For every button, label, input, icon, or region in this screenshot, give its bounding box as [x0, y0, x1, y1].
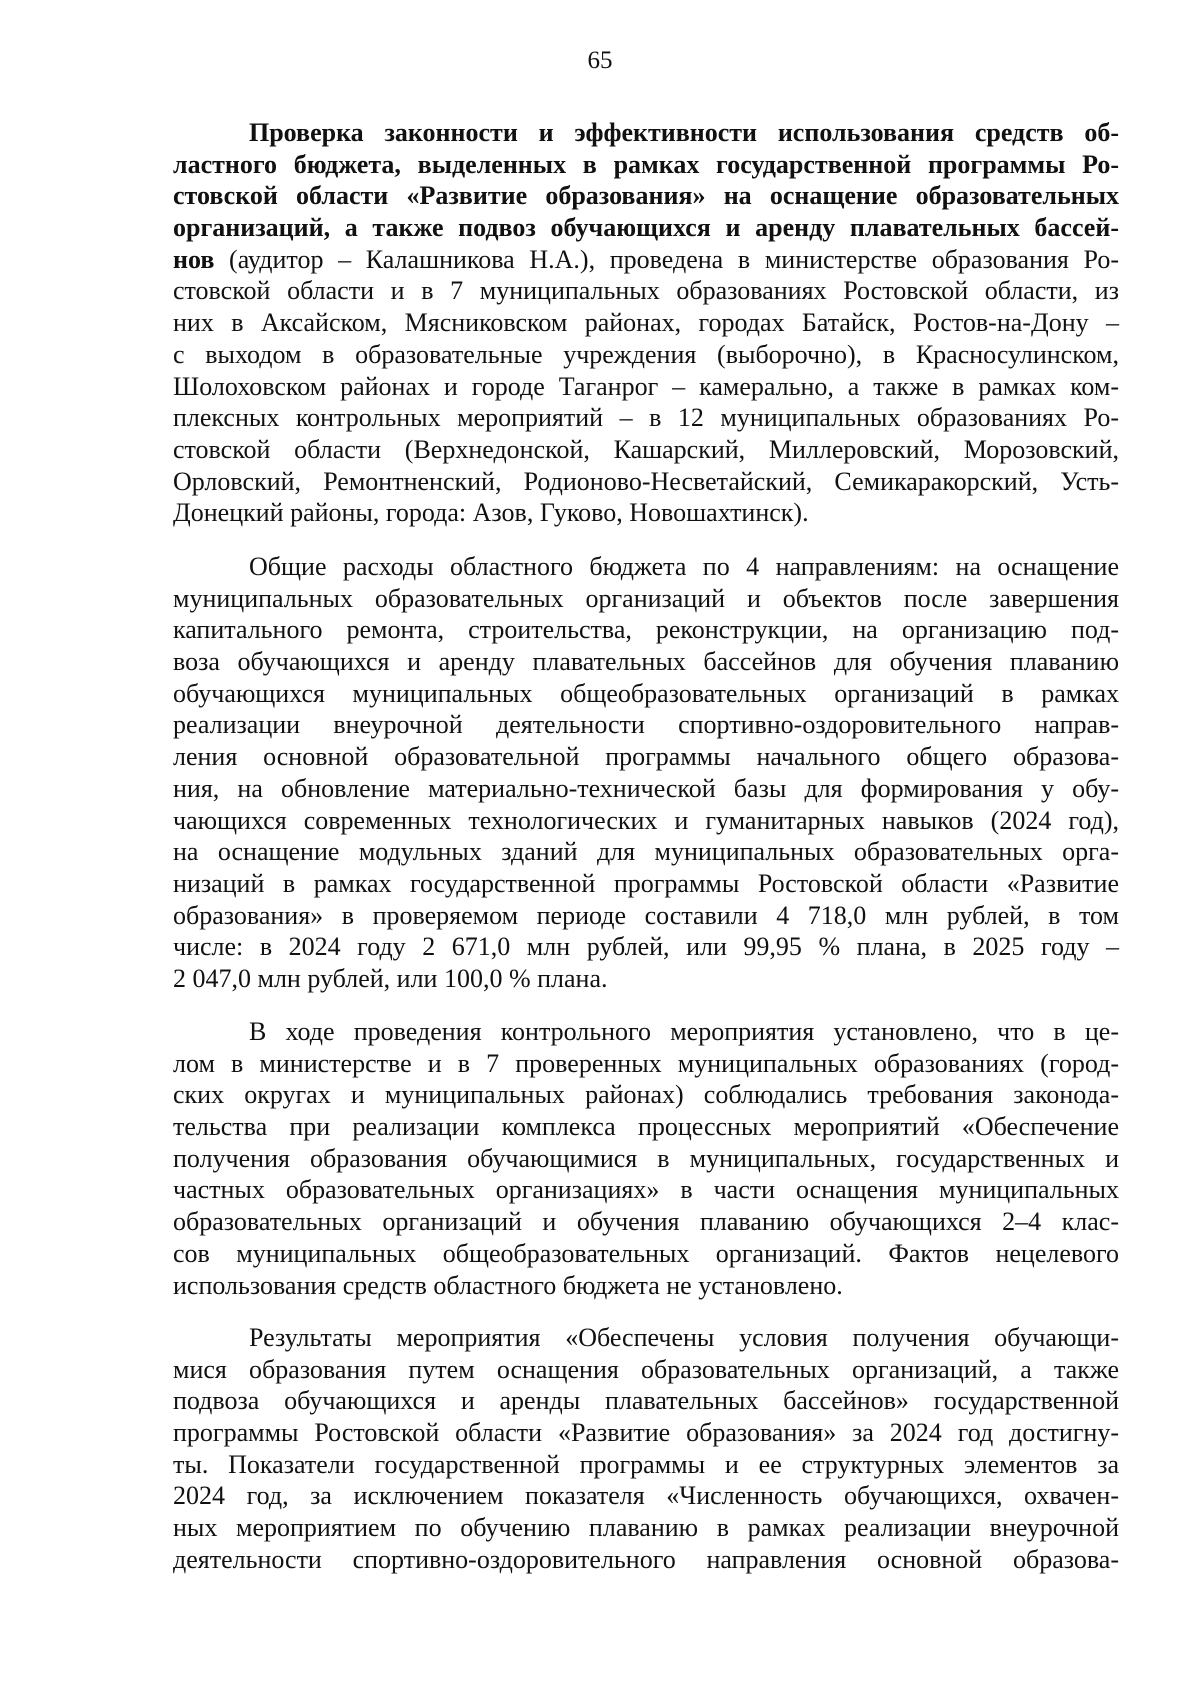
bold-text: Проверка законности и эффективности использования средств об- [249, 118, 1119, 147]
paragraph-line: образования» в проверяемом периоде составили 4 718,0 млн рублей, в том [173, 900, 1119, 930]
paragraph-line [173, 149, 1119, 181]
paragraph-line: 2 047,0 млн рублей, или 100,0 % плана. [173, 963, 608, 993]
paragraph-line [173, 339, 1119, 371]
regular-text: с выходом в образовательные учреждения (выборочно), в Красносулинском, [173, 339, 1119, 369]
paragraph-line: ты. Показатели государственной программы и ее структурных элементов за [173, 1449, 1119, 1479]
paragraph-line: программы Ростовской области «Развитие образования» за 2024 год достигну- [173, 1418, 1119, 1448]
paragraph-line: на оснащение модульных зданий для муниципальных образовательных орга- [173, 837, 1119, 867]
paragraph-line [173, 402, 1119, 434]
paragraph-line: сов муниципальных общеобразовательных организаций. Фактов нецелевого [173, 1238, 1119, 1268]
paragraph-line: ления основной образовательной программы начального общего образова- [173, 742, 1119, 772]
paragraph-line: реализации внеурочной деятельности спортивно-оздоровительного направ- [173, 710, 1119, 740]
paragraph-line [173, 307, 1119, 339]
paragraph-line: капитального ремонта, строительства, реконструкции, на организацию под- [173, 615, 1119, 645]
paragraph-line: ных мероприятием по обучению плаванию в рамках реализации внеурочной [173, 1513, 1119, 1543]
regular-text: них в Аксайском, Мясниковском районах, городах Батайск, Ростов-на-Дону – [173, 308, 1119, 338]
bold-text: нов [173, 244, 215, 274]
paragraph-line: чающихся современных технологических и гуманитарных навыков (2024 год), [173, 805, 1119, 835]
paragraph-line: использования средств областного бюджета не установлено. [173, 1270, 843, 1300]
page-number: 65 [587, 47, 613, 74]
regular-text: Донецкий районы, города: Азов, Гуково, Новошахтинск). [173, 498, 809, 528]
regular-text: плексных контрольных мероприятий – в 12 муниципальных образованиях Ро- [173, 403, 1119, 433]
bold-text: организаций, а также подвоз обучающихся и аренду плавательных бассей- [173, 213, 1119, 243]
bold-text: ластного бюджета, выделенных в рамках государственной программы Ро- [173, 149, 1119, 179]
regular-text: Шолоховском районах и городе Таганрог – камерально, а также в рамках ком- [173, 371, 1119, 401]
paragraph-line: лом в министерстве и в 7 проверенных муниципальных образованиях (город- [173, 1048, 1119, 1078]
paragraph-line: получения образования обучающимися в муниципальных, государственных и [173, 1143, 1119, 1173]
paragraph-line [173, 434, 1119, 466]
paragraph-line: подвоза обучающихся и аренды плавательных бассейнов» государственной [173, 1386, 1119, 1416]
paragraph-line: воза обучающихся и аренду плавательных бассейнов для обучения плаванию [173, 647, 1119, 677]
regular-text: стовской области и в 7 муниципальных образованиях Ростовской области, из [173, 276, 1119, 306]
paragraph-line: обучающихся муниципальных общеобразовательных организаций в рамках [173, 678, 1119, 708]
paragraph-line: 2024 год, за исключением показателя «Численность обучающихся, охвачен- [173, 1481, 1119, 1511]
paragraph-line [173, 275, 1119, 307]
paragraph-line: числе: в 2024 году 2 671,0 млн рублей, или 99,95 % плана, в 2025 году – [173, 932, 1119, 962]
paragraph-line: образовательных организаций и обучения плаванию обучающихся 2–4 клас- [173, 1207, 1119, 1237]
paragraph-line: деятельности спортивно-оздоровительного направления основной образова- [173, 1544, 1119, 1574]
regular-text: Орловский, Ремонтненский, Родионово-Несветайский, Семикаракорский, Усть- [173, 466, 1119, 496]
paragraph-line: В ходе проведения контрольного мероприятия установлено, что в це- [249, 1017, 1119, 1046]
paragraph-line: ния, на обновление материально-технической базы для формирования у обу- [173, 773, 1119, 803]
paragraph-line [173, 371, 1119, 403]
regular-text: (аудитор – Калашникова Н.А.), проведена в министерстве образования Ро- [214, 244, 1119, 274]
regular-text: стовской области (Верхнедонской, Кашарский, Миллеровский, Морозовский, [173, 434, 1119, 464]
paragraph-audit-findings [173, 1016, 1119, 1301]
bold-text: стовской области «Развитие образования» на оснащение образовательных [173, 181, 1119, 211]
paragraph-line: ских округах и муниципальных районах) соблюдались требования законода- [173, 1080, 1119, 1110]
paragraph-results [173, 1322, 1119, 1576]
paragraph-line [173, 212, 1119, 244]
paragraph-line [173, 180, 1119, 212]
paragraph-line [173, 466, 1119, 498]
paragraph-line: Результаты мероприятия «Обеспечены условия получения обучающи- [249, 1323, 1119, 1352]
paragraph-line: частных образовательных организациях» в части оснащения муниципальных [173, 1175, 1119, 1205]
paragraph-audit-summary [173, 117, 1119, 529]
paragraph-line [173, 117, 1119, 149]
paragraph-line: низаций в рамках государственной программы Ростовской области «Развитие [173, 868, 1119, 898]
paragraph-line [173, 244, 1119, 276]
paragraph-line: Общие расходы областного бюджета по 4 направлениям: на оснащение [249, 552, 1119, 581]
paragraph-line: тельства при реализации комплекса процессных мероприятий «Обеспечение [173, 1112, 1119, 1142]
paragraph-line [173, 497, 1119, 529]
paragraph-line: муниципальных образовательных организаций и объектов после завершения [173, 583, 1119, 613]
paragraph-line: мися образования путем оснащения образовательных организаций, а также [173, 1354, 1119, 1384]
paragraph-budget-expenses [173, 551, 1119, 995]
